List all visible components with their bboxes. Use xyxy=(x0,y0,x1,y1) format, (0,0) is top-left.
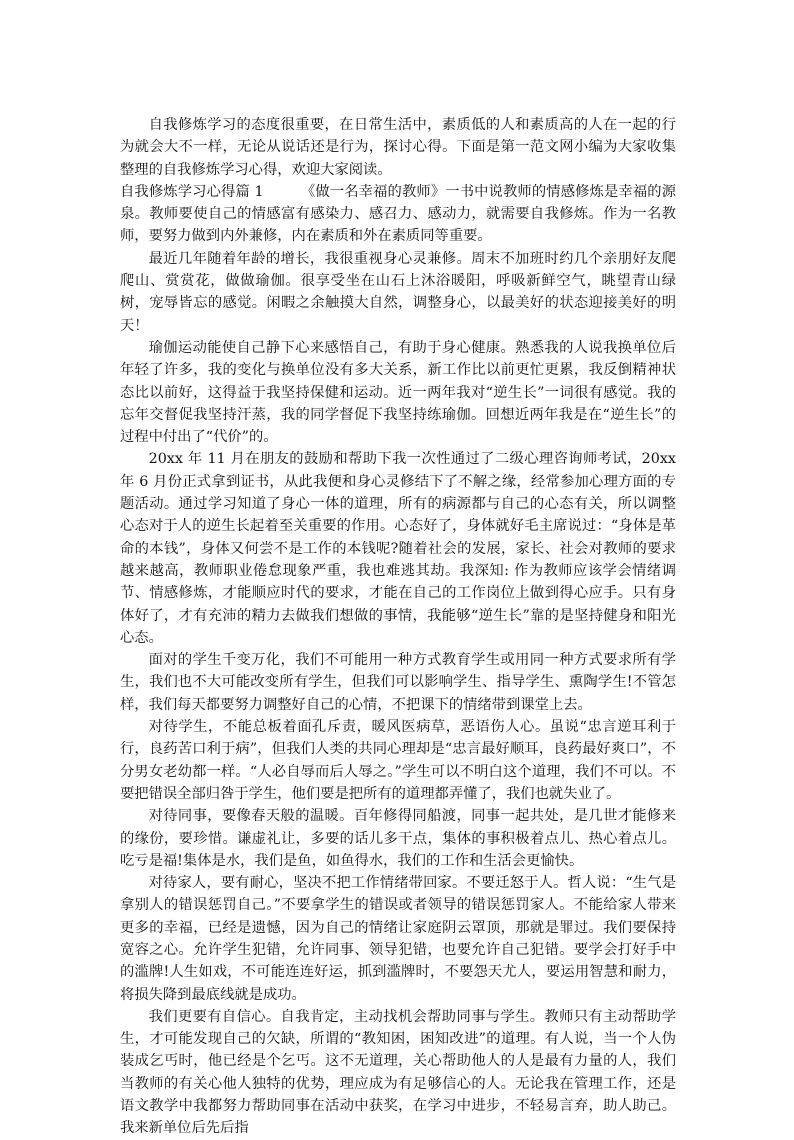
intro-paragraph: 自我修炼学习的态度很重要，在日常生活中，素质低的人和素质高的人在一起的行为就会大不一样，无论从说话还是行为，探讨心得。下面是第一范文网小编为大家收集整理的自我修炼学习心得，欢迎大家阅读。 xyxy=(120,117,676,178)
body-paragraph: 最近几年随着年龄的增长，我很重视身心灵兼修。周末不加班时约几个亲朋好友爬爬山、赏赏花，做做瑜伽。很享受坐在山石上沐浴暖阳，呼吸新鲜空气，眺望青山绿树，宠辱皆忘的感觉。闲暇之余触摸大自然，调整身心，以最美好的状态迎接美好的明天！ xyxy=(120,250,676,334)
body-paragraph: 面对的学生千变万化，我们不可能用一种方式教育学生或用同一种方式要求所有学生，我们也不大可能改变所有学生，但我们可以影响学生、指导学生、熏陶学生!不管怎样，我们每天都要努力调整好自己的心情，不把课下的情绪带到课堂上去。 xyxy=(120,652,676,713)
body-paragraph: 对待同事，要像春天般的温暖。百年修得同船渡，同事一起共处，是几世才能修来的缘份，要珍惜。谦虚礼让，多要的话儿多干点，集体的事积极着点儿、热心着点儿。吃亏是福!集体是水，我们是鱼，如鱼得水，我们的工作和生活会更愉快。 xyxy=(120,808,676,869)
body-paragraph: 20xx 年 11 月在朋友的鼓励和帮助下我一次性通过了二级心理咨询师考试，20xx 年 6 月份正式拿到证书，从此我便和身心灵修结下了不解之缘，经常参加心理方面的专题活动。通过学习知道了身心一体的道理，所有的病源都与自己的心态有关，所以调整心态对于人的逆生长起着至关重要的作用。心态好了，身体就好毛主席说过：“身体是革命的本钱”，身体又何尝不是工作的本钱呢?随着社会的发展，家长、社会对教师的要求越来越高，教师职业倦怠现象严重，我也难逃其劫。我深知: 作为教师应该学会情绪调节、情感修炼，才能顺应时代的要求，才能在自己的工作岗位上做到得心应手。只有身体好了，才有充沛的精力去做我们想做的事情，我能够“逆生长”靠的是坚持健身和阳光心态。 xyxy=(120,451,676,646)
body-paragraph: 对待学生，不能总板着面孔斥责，暖风医病草，恶语伤人心。虽说“忠言逆耳利于行，良药苦口利于病”，但我们人类的共同心理却是“忠言最好顺耳，良药最好爽口”，不分男女老幼都一样。“人必自辱而后人辱之。”学生可以不明白这个道理，我们不可以。不要把错误全部归咎于学生，他们要是把所有的道理都弄懂了，我们也就失业了。 xyxy=(120,719,676,802)
body-paragraph: 对待家人，要有耐心，坚决不把工作情绪带回家。不要迁怒于人。哲人说：“生气是拿别人的错误惩罚自己。”不要拿学生的错误或者领导的错误惩罚家人。不能给家人带来更多的幸福，已经是遗憾，因为自己的情绪让家庭阴云罩顶，那就是罪过。我们要保持宽容之心。允许学生犯错，允许同事、领导犯错，也要允许自己犯错。要学会打好手中的滥牌!人生如戏，不可能连连好运，抓到滥牌时，不要怨天尤人，要运用智慧和耐力，将损失降到最底线就是成功。 xyxy=(120,875,676,1003)
section-heading: 自我修炼学习心得篇 1 xyxy=(120,183,264,200)
body-paragraph: 瑜伽运动能使自己静下心来感悟自己，有助于身心健康。熟悉我的人说我换单位后年轻了许多，我的变化与换单位没有多大关系，新工作比以前更忙更累，我反倒精神状态比以前好，这得益于我坚持保健和运动。近一两年我对“逆生长”一词很有感觉。我的忘年交督促我坚持汗蒸，我的同学督促下我坚持练瑜伽。回想近两年我是在“逆生长”的过程中付出了“代价”的。 xyxy=(120,339,676,446)
document-page xyxy=(120,114,676,1140)
heading-line xyxy=(120,181,676,248)
heading-text: 《做一名幸福的教师》一书中说教师的情感修炼是幸福的源泉。教师要使自己的情感富有感染力、感召力、感动力，就需要自我修炼。作为一名教师，要努力做到内外兼修，内在素质和外在素质同等重要。 xyxy=(120,183,677,245)
body-paragraph: 我们更要有自信心。自我肯定，主动找机会帮助同事与学生。教师只有主动帮助学生，才可能发现自己的欠缺，所谓的“教知困，困知改进”的道理。有人说，当一个人伪装成乞丐时，他已经是个乞丐。这不无道理，关心帮助他人的人是最有力量的人，我们当教师的有关心他人独特的优势，理应成为有足够信心的人。无论我在管理工作，还是语文教学中我都努力帮助同事在活动中获奖，在学习中进步，不轻易言弃，助人助己。我来新单位后先后指 xyxy=(120,1008,676,1137)
